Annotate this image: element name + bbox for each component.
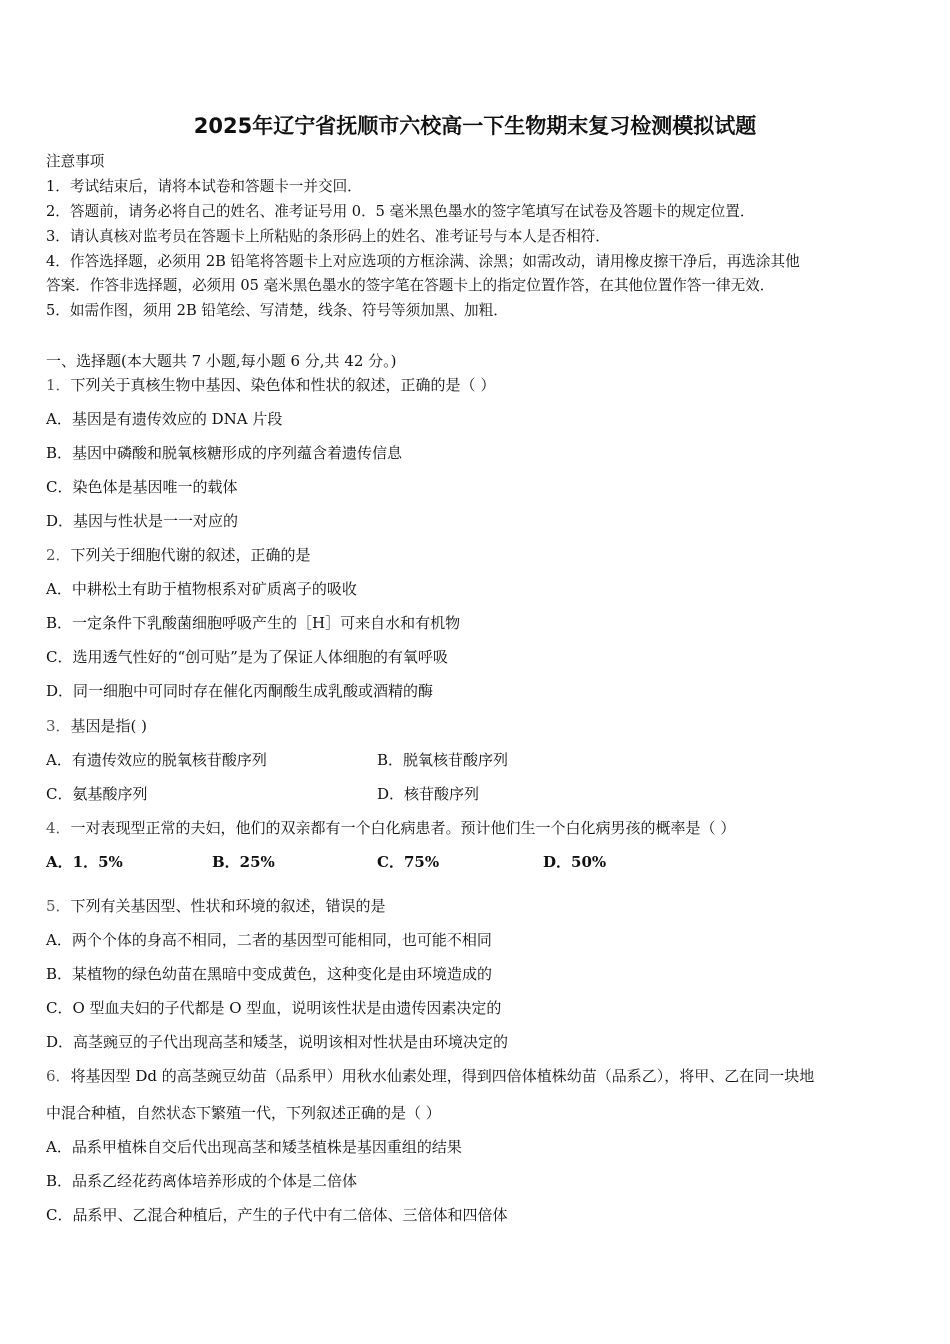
question-6-stem-continued: 中混合种植，自然状态下繁殖一代，下列叙述正确的是（ ）: [46, 1104, 441, 1122]
q4-option-c: C．75%: [377, 853, 440, 871]
q3-option-a: A．有遗传效应的脱氧核苷酸序列: [46, 751, 267, 769]
question-stem: 下列关于细胞代谢的叙述，正确的是: [70, 546, 311, 564]
q1-option-a: A．基因是有遗传效应的 DNA 片段: [46, 410, 283, 428]
q2-option-c: C．选用透气性好的“创可贴”是为了保证人体细胞的有氧呼吸: [46, 648, 448, 666]
question-number: 6．: [46, 1067, 71, 1085]
q2-option-a: A．中耕松土有助于植物根系对矿质离子的吸收: [46, 580, 357, 598]
q1-option-d: D．基因与性状是一一对应的: [46, 512, 239, 530]
question-stem: 一对表现型正常的夫妇，他们的双亲都有一个白化病患者。预计他们生一个白化病男孩的概率是（ ）: [70, 819, 736, 837]
q3-option-c: C．氨基酸序列: [46, 785, 148, 803]
question-stem: 基因是指( ): [70, 717, 148, 735]
question-2: [46, 545, 311, 565]
question-stem: 将基因型 Dd 的高茎豌豆幼苗（品系甲）用秋水仙素处理，得到四倍体植株幼苗（品系乙），将甲、乙在同一块地: [70, 1067, 815, 1085]
q2-option-d: D．同一细胞中可同时存在催化丙酮酸生成乳酸或酒精的酶: [46, 682, 434, 700]
q6-option-a: A．品系甲植株自交后代出现高茎和矮茎植株是基因重组的结果: [46, 1138, 462, 1156]
question-number: 4．: [46, 819, 71, 837]
question-6: [46, 1066, 814, 1086]
q4-option-d: D．50%: [543, 853, 607, 871]
question-4: [46, 818, 735, 838]
q3-option-b: B．脱氧核苷酸序列: [377, 751, 509, 769]
notice-heading: 注意事项: [46, 153, 105, 170]
question-3: [46, 716, 147, 736]
q5-option-c: C．O 型血夫妇的子代都是 O 型血，说明该性状是由遗传因素决定的: [46, 999, 502, 1017]
question-number: 5．: [46, 897, 71, 915]
notice-item: 3．请认真核对监考员在答题卡上所粘贴的条形码上的姓名、准考证号与本人是否相符．: [46, 228, 610, 245]
notice-item: 1．考试结束后，请将本试卷和答题卡一并交回．: [46, 178, 362, 195]
q5-option-a: A．两个个体的身高不相同，二者的基因型可能相同，也可能不相同: [46, 931, 492, 949]
q6-option-c: C．品系甲、乙混合种植后，产生的子代中有二倍体、三倍体和四倍体: [46, 1206, 508, 1224]
question-1: [46, 375, 495, 395]
notice-item: 4．作答选择题，必须用 2B 铅笔将答题卡上对应选项的方框涂满、涂黑；如需改动，请用橡皮擦干净后，再选涂其他: [46, 253, 800, 270]
q6-option-b: B．品系乙经花药离体培养形成的个体是二倍体: [46, 1172, 358, 1190]
question-5: [46, 896, 386, 916]
question-stem: 下列关于真核生物中基因、染色体和性状的叙述，正确的是（ ）: [70, 376, 496, 394]
question-stem: 下列有关基因型、性状和环境的叙述，错误的是: [70, 897, 386, 915]
q1-option-c: C．染色体是基因唯一的载体: [46, 478, 238, 496]
q2-option-b: B．一定条件下乳酸菌细胞呼吸产生的［H］可来自水和有机物: [46, 614, 461, 632]
question-number: 2．: [46, 546, 71, 564]
q4-option-a: A．1．5%: [46, 853, 123, 871]
notice-item: 答案．作答非选择题，必须用 05 毫米黑色墨水的签字笔在答题卡上的指定位置作答，在其他位置作答一律无效．: [46, 277, 775, 294]
notice-item: 5．如需作图，须用 2B 铅笔绘、写清楚，线条、符号等须加黑、加粗．: [46, 302, 508, 319]
question-number: 3．: [46, 717, 71, 735]
q5-option-b: B．某植物的绿色幼苗在黑暗中变成黄色，这种变化是由环境造成的: [46, 965, 493, 983]
page-title: 2025年辽宁省抚顺市六校高一下生物期末复习检测模拟试题: [193, 114, 757, 138]
question-number: 1．: [46, 376, 71, 394]
q4-option-b: B．25%: [212, 853, 275, 871]
section-heading: 一、选择题(本大题共 7 小题,每小题 6 分,共 42 分。): [46, 352, 397, 370]
q3-option-d: D．核苷酸序列: [377, 785, 480, 803]
q1-option-b: B．基因中磷酸和脱氧核糖形成的序列蕴含着遗传信息: [46, 444, 403, 462]
q5-option-d: D．高茎豌豆的子代出现高茎和矮茎，说明该相对性状是由环境决定的: [46, 1033, 509, 1051]
notice-item: 2．答题前，请务必将自己的姓名、准考证号用 0．5 毫米黑色墨水的签字笔填写在试卷及答题卡的规定位置．: [46, 203, 755, 220]
